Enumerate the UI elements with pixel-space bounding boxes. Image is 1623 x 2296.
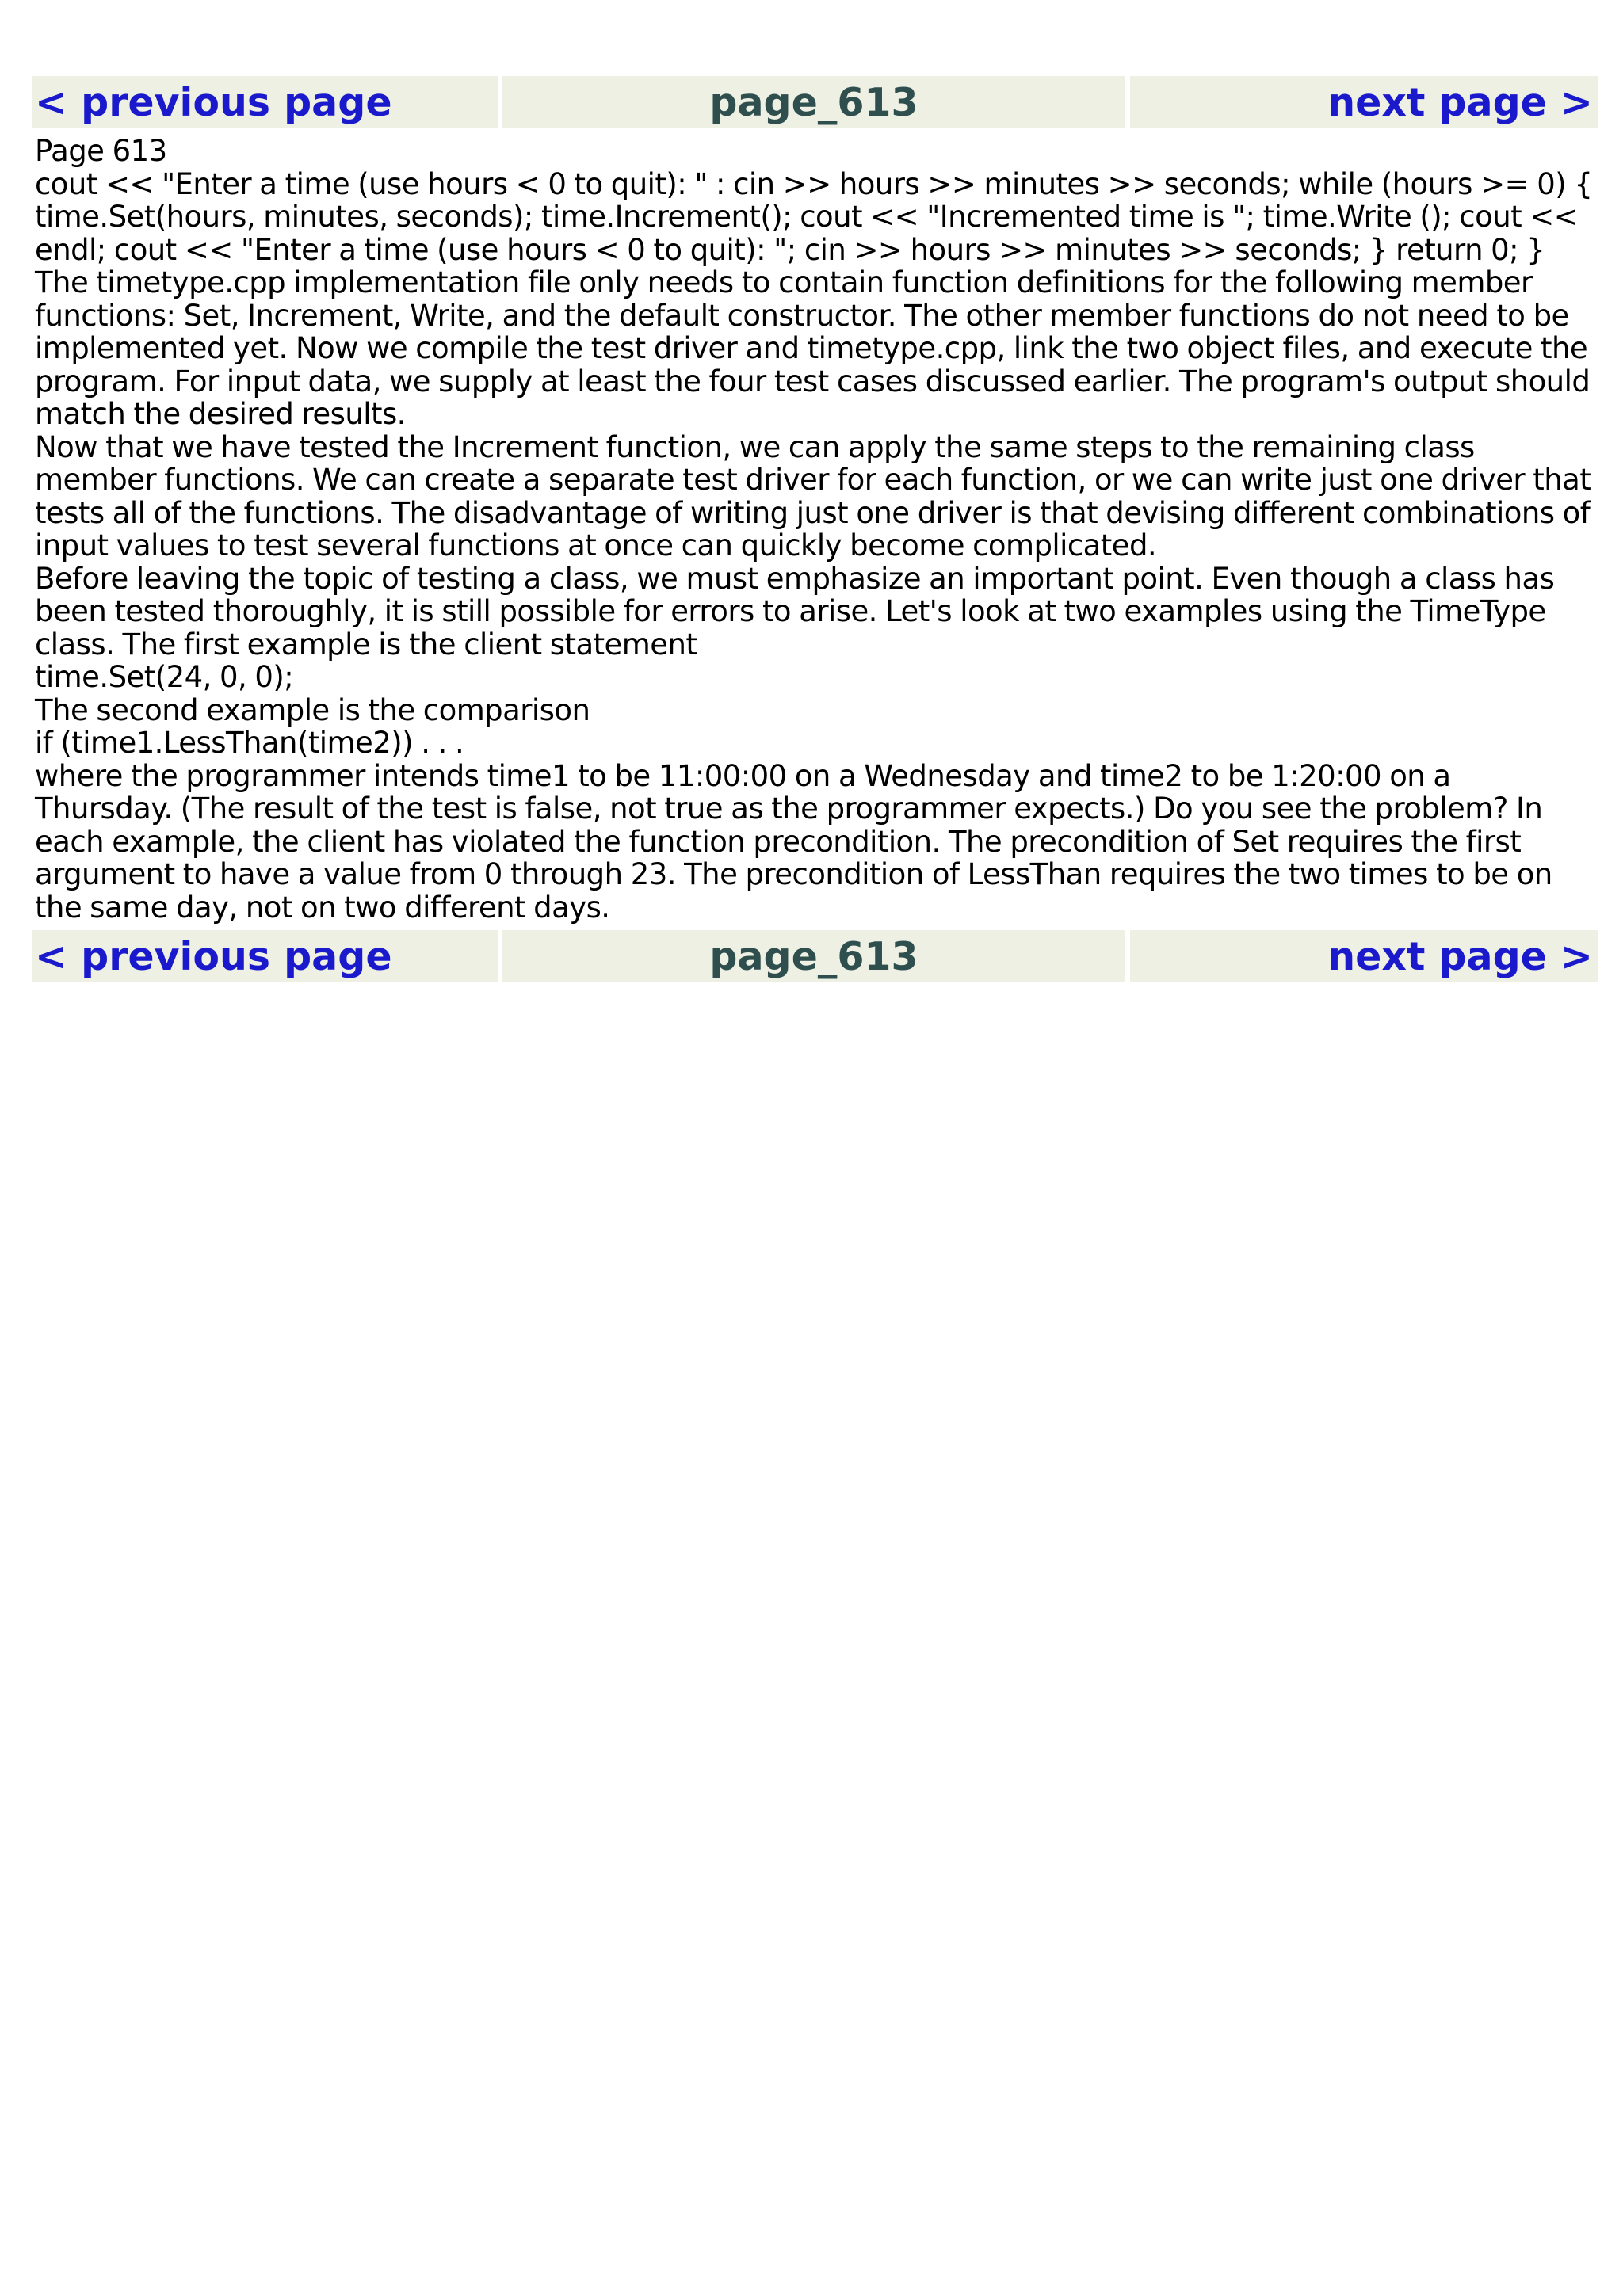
paragraph-second-example: The second example is the comparison [35, 692, 590, 727]
top-navigation-bar [32, 76, 1598, 128]
page-id-label: page_613 [502, 930, 1125, 982]
code-snippet-loop: cout << "Enter a time (use hours < 0 to quit): " : cin >> hours >> minutes >> seconds; while (hours >= 0) { time.Set(hours, minutes, seconds); time.Increment(); cout << "Incremented time is "; time.Write (); cout << endl; cout << "Enter a time (use hours < 0 to quit): "; cin >> hours >> minutes >> seconds; } return 0; } [35, 166, 1593, 267]
page-id-label: page_613 [502, 76, 1125, 128]
page-content [32, 128, 1598, 930]
code-example-set: time.Set(24, 0, 0); [35, 660, 294, 694]
previous-page-link[interactable]: < previous page [32, 930, 498, 982]
book-page [32, 76, 1598, 982]
paragraph-precondition-explanation: where the programmer intends time1 to be 11:00:00 on a Wednesday and time2 to be 1:20:00 on a Thursday. (The result of the test is false, not true as the programmer expects.) Do you see the problem? In each example, the client has violated the function precondition. The precondition of Set requires the first argument to have a value from 0 through 23. The precondition of LessThan requires the two times to be on the same day, not on two different days. [35, 758, 1552, 925]
previous-page-link[interactable]: < previous page [32, 76, 498, 128]
next-page-link[interactable]: next page > [1130, 76, 1598, 128]
paragraph-precondition-intro: Before leaving the topic of testing a class, we must emphasize an important point. Even though a class has been tested thoroughly, it is still possible for errors to arise. Let's look at two examples using the TimeType class. The first example is the client statement [35, 561, 1555, 662]
paragraph-implementation: The timetype.cpp implementation file only needs to contain function definitions for the following member functions: Set, Increment, Write, and the default constructor. The other member functions do not need to be implemented yet. Now we compile the test driver and timetype.cpp, link the two object files, and execute the program. For input data, we supply at least the four test cases discussed earlier. The program's output should match the desired results. [35, 265, 1591, 431]
page-number: Page 613 [35, 134, 167, 168]
bottom-navigation-bar [32, 930, 1598, 982]
paragraph-testing-remaining: Now that we have tested the Increment function, we can apply the same steps to the remaining class member functions. We can create a separate test driver for each function, or we can write just one driver that tests all of the functions. The disadvantage of writing just one driver is that devising different combinations of input values to test several functions at once can quickly become complicated. [35, 429, 1591, 563]
next-page-link[interactable]: next page > [1130, 930, 1598, 982]
code-example-lessthan: if (time1.LessThan(time2)) . . . [35, 726, 464, 760]
